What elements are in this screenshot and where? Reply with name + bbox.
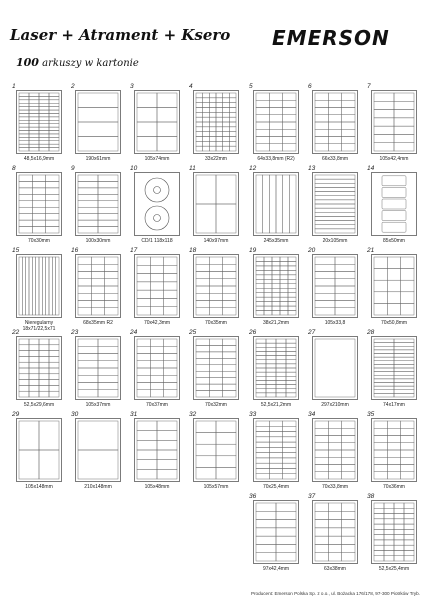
template-number: 20 <box>308 247 316 254</box>
sheet-preview <box>12 172 66 236</box>
template-number: 16 <box>71 247 79 254</box>
sheet-preview <box>367 90 421 154</box>
sheet-preview <box>130 418 184 482</box>
template-size-caption: 64x33,8mm (R2) <box>257 156 295 162</box>
template-number: 15 <box>12 247 20 254</box>
template-number: 30 <box>71 411 79 418</box>
sheet-preview <box>12 418 66 482</box>
sheet-preview <box>71 418 125 482</box>
template-33 <box>249 411 303 494</box>
template-number: 21 <box>367 247 375 254</box>
template-size-caption: 70x42,3mm <box>143 320 171 326</box>
template-6 <box>308 83 362 166</box>
template-size-caption: 245x35mm <box>263 238 289 244</box>
sheet-preview <box>249 254 303 318</box>
sheet-count: 100 <box>16 56 39 69</box>
template-size-caption: 70x35mm <box>205 320 227 326</box>
sheet-preview <box>130 336 184 400</box>
template-2 <box>71 83 125 166</box>
template-35 <box>367 411 421 494</box>
template-3 <box>130 83 184 166</box>
template-16 <box>71 247 125 330</box>
template-number: 31 <box>130 411 138 418</box>
sheet-outline <box>254 419 299 482</box>
sheet-preview <box>12 254 66 318</box>
template-number: 2 <box>71 83 75 90</box>
template-size-caption: 105x74mm <box>144 156 170 162</box>
template-number: 38 <box>367 493 375 500</box>
template-number: 23 <box>71 329 79 336</box>
template-10 <box>130 165 184 248</box>
template-number: 5 <box>249 83 253 90</box>
sheet-preview <box>189 90 243 154</box>
template-size-caption: 70x37mm <box>146 402 168 408</box>
template-size-caption: Nieregularny 18x71/22,5x71 <box>22 320 56 332</box>
sheet-preview <box>367 336 421 400</box>
template-29 <box>12 411 66 494</box>
sheet-preview <box>12 336 66 400</box>
template-size-caption: 68x35mm R2 <box>83 320 113 326</box>
template-number: 27 <box>308 329 316 336</box>
template-number: 7 <box>367 83 371 90</box>
template-size-caption: 52,5x25,4mm <box>378 566 410 572</box>
template-24 <box>130 329 184 412</box>
sheet-preview <box>71 90 125 154</box>
handwritten-title: Laser + Atrament + Ksero <box>10 26 231 44</box>
template-size-caption: 33x22mm <box>205 156 227 162</box>
template-size-caption: 100x30mm <box>85 238 111 244</box>
template-7 <box>367 83 421 166</box>
template-17 <box>130 247 184 330</box>
template-size-caption: 70x50,8mm <box>380 320 408 326</box>
template-37 <box>308 493 362 576</box>
sheet-preview <box>71 254 125 318</box>
sheet-preview <box>249 172 303 236</box>
sheet-preview <box>130 90 184 154</box>
sheet-outline <box>313 337 358 400</box>
template-30 <box>71 411 125 494</box>
template-12 <box>249 165 303 248</box>
template-number: 11 <box>189 165 196 172</box>
template-28 <box>367 329 421 412</box>
sheet-preview <box>249 90 303 154</box>
template-size-caption: 97x42,4mm <box>262 566 290 572</box>
template-23 <box>71 329 125 412</box>
template-18 <box>189 247 243 330</box>
template-size-caption: 140x97mm <box>203 238 229 244</box>
template-number: 35 <box>367 411 375 418</box>
emerson-logo: EMERSON <box>272 26 390 50</box>
template-number: 19 <box>249 247 257 254</box>
template-size-caption: 70x32mm <box>205 402 227 408</box>
template-4 <box>189 83 243 166</box>
sheet-preview <box>367 418 421 482</box>
template-19 <box>249 247 303 330</box>
template-25 <box>189 329 243 412</box>
sheet-preview <box>189 418 243 482</box>
template-number: 3 <box>130 83 134 90</box>
sheet-preview <box>308 418 362 482</box>
template-number: 25 <box>189 329 197 336</box>
template-15 <box>12 247 66 330</box>
template-size-caption: 105x48mm <box>144 484 170 490</box>
template-size-caption: 52,5x29,6mm <box>23 402 55 408</box>
template-size-caption: 85x50mm <box>383 238 405 244</box>
template-38 <box>367 493 421 576</box>
template-1 <box>12 83 66 166</box>
template-size-caption: 20x105mm <box>322 238 348 244</box>
template-number: 32 <box>189 411 197 418</box>
sheet-preview <box>189 254 243 318</box>
template-size-caption: 105x148mm <box>25 484 53 490</box>
template-size-caption: 70x36mm <box>383 484 405 490</box>
sheet-outline <box>313 501 358 564</box>
sheet-preview <box>130 254 184 318</box>
template-size-caption: 70x30mm <box>28 238 50 244</box>
sheet-outline <box>135 173 180 236</box>
sheet-outline <box>372 255 417 318</box>
template-size-caption: 105x42,4mm <box>379 156 409 162</box>
template-20 <box>308 247 362 330</box>
template-number: 8 <box>12 165 16 172</box>
sheet-outline <box>135 255 180 318</box>
sheet-preview <box>189 172 243 236</box>
template-size-caption: 190x61mm <box>85 156 111 162</box>
template-27 <box>308 329 362 412</box>
template-size-caption: CD/1 118x118 <box>141 238 173 244</box>
template-number: 29 <box>12 411 20 418</box>
template-36 <box>249 493 303 576</box>
sheet-preview <box>249 418 303 482</box>
template-size-caption: 48,5x16,9mm <box>23 156 55 162</box>
template-number: 4 <box>189 83 193 90</box>
sheet-preview <box>249 336 303 400</box>
template-size-caption: 210x148mm <box>84 484 112 490</box>
template-11 <box>189 165 243 248</box>
sheet-preview <box>308 500 362 564</box>
template-9 <box>71 165 125 248</box>
template-number: 14 <box>367 165 375 172</box>
template-26 <box>249 329 303 412</box>
sheet-preview <box>308 90 362 154</box>
template-32 <box>189 411 243 494</box>
template-number: 26 <box>249 329 257 336</box>
producer-footer: Producent: Emerson Polska Sp. z o.o., ul. Bożacka 176/178, 97-300 Piotrków Tryb. <box>250 591 420 596</box>
template-size-caption: 105x57mm <box>203 484 229 490</box>
template-number: 10 <box>130 165 138 172</box>
sheet-preview <box>189 336 243 400</box>
sheet-preview <box>367 500 421 564</box>
sheet-outline <box>372 173 417 236</box>
template-number: 12 <box>249 165 257 172</box>
template-size-caption: 70x25,4mm <box>262 484 290 490</box>
template-number: 24 <box>130 329 138 336</box>
template-number: 28 <box>367 329 375 336</box>
template-size-caption: 52,5x21,2mm <box>260 402 292 408</box>
template-5 <box>249 83 303 166</box>
template-13 <box>308 165 362 248</box>
sheet-outline <box>254 255 299 318</box>
template-number: 34 <box>308 411 316 418</box>
sheet-preview <box>12 90 66 154</box>
template-size-caption: 74x17mm <box>383 402 405 408</box>
template-34 <box>308 411 362 494</box>
template-31 <box>130 411 184 494</box>
sheet-preview <box>308 254 362 318</box>
template-number: 6 <box>308 83 312 90</box>
sheet-preview <box>367 254 421 318</box>
sheet-preview <box>71 172 125 236</box>
template-size-caption: 297x210mm <box>321 402 349 408</box>
handwritten-subtitle <box>16 56 139 69</box>
template-number: 1 <box>12 83 16 90</box>
template-21 <box>367 247 421 330</box>
template-14 <box>367 165 421 248</box>
sheet-preview <box>308 172 362 236</box>
sheet-outline <box>17 173 62 236</box>
sheet-preview <box>71 336 125 400</box>
template-size-caption: 105x37mm <box>85 402 111 408</box>
template-number: 17 <box>130 247 138 254</box>
template-number: 13 <box>308 165 316 172</box>
sheet-preview <box>249 500 303 564</box>
template-number: 22 <box>12 329 20 336</box>
sheet-preview <box>308 336 362 400</box>
template-size-caption: 63x38mm <box>324 566 346 572</box>
template-number: 36 <box>249 493 257 500</box>
sheet-preview <box>367 172 421 236</box>
sheet-outline <box>194 337 239 400</box>
template-size-caption: 70x33,8mm <box>321 484 349 490</box>
template-number: 33 <box>249 411 257 418</box>
template-size-caption: 105x33,8 <box>324 320 346 326</box>
template-number: 9 <box>71 165 75 172</box>
template-size-caption: 66x33,8mm <box>321 156 349 162</box>
template-number: 18 <box>189 247 197 254</box>
template-size-caption: 38x21,2mm <box>262 320 290 326</box>
sheet-preview <box>130 172 184 236</box>
template-22 <box>12 329 66 412</box>
sheet-count-text: arkuszy w kartonie <box>42 58 139 69</box>
template-number: 37 <box>308 493 316 500</box>
template-8 <box>12 165 66 248</box>
